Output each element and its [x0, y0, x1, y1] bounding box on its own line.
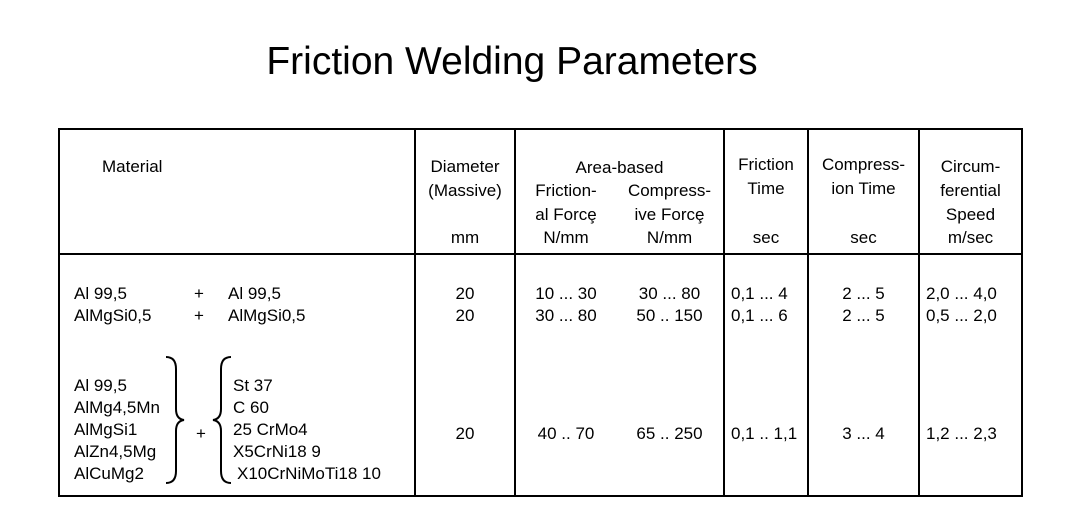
header-friction-time [725, 153, 807, 201]
row-friction-time: 0,1 ... 4 [731, 284, 788, 303]
material-item: X10CrNiMoTi18 10 [237, 464, 381, 483]
header-compression-time-unit: sec [850, 228, 877, 247]
left-brace [211, 355, 233, 485]
material-item: C 60 [233, 398, 269, 417]
header-speed-line3: Speed [945, 205, 996, 224]
header-compress-force-line2: ive Forcȩ [634, 205, 705, 224]
group-right-materials [233, 375, 381, 485]
header-compress-force-unit: N/mm [646, 228, 693, 247]
row-friction-time: 0,1 ... 6 [731, 306, 788, 325]
row-material-2: AlMgSi0,5 [228, 306, 306, 325]
row-material-1: AlMgSi0,5 [74, 306, 152, 325]
right-brace [164, 355, 186, 485]
header-friction-force-line2: al Forcȩ [535, 205, 597, 224]
group-left-materials [74, 375, 160, 485]
header-divider [58, 253, 1023, 255]
header-speed-line2: ferential [940, 181, 1001, 200]
row-friction-force: 30 ... 80 [535, 306, 597, 325]
row-speed: 2,0 ... 4,0 [926, 284, 997, 303]
header-friction-time-unit: sec [752, 228, 780, 247]
header-compression-time [809, 153, 918, 201]
header-material: Material [102, 157, 163, 176]
header-diameter-line2: (Massive) [428, 181, 502, 200]
row-plus: + [194, 306, 204, 325]
header-compress-force [616, 179, 723, 227]
header-friction-force-line1: Friction- [535, 181, 597, 200]
header-friction-time-line1: Friction [738, 155, 794, 174]
header-friction-force-unit: N/mm [543, 228, 589, 247]
row-compress-force: 30 ... 80 [638, 284, 701, 303]
header-area-based: Area-based [575, 158, 664, 177]
row-friction-force: 10 ... 30 [535, 284, 597, 303]
header-compression-time-line1: Compress- [821, 155, 906, 174]
material-item: AlMg4,5Mn [74, 398, 160, 417]
group-compress-force: 65 .. 250 [636, 424, 703, 443]
group-plus: + [196, 424, 206, 443]
material-item: AlMgSi1 [74, 420, 138, 439]
header-speed-line1: Circum- [940, 157, 1001, 176]
header-diameter [416, 155, 514, 203]
row-plus: + [194, 284, 204, 303]
page-title: Friction Welding Parameters [266, 40, 758, 83]
material-item: AlCuMg2 [74, 464, 144, 483]
group-friction-time: 0,1 .. 1,1 [731, 424, 798, 443]
header-speed [920, 155, 1021, 227]
group-friction-force: 40 .. 70 [537, 424, 595, 443]
row-compression-time: 2 ... 5 [842, 306, 885, 325]
material-item: Al 99,5 [74, 376, 127, 395]
row-diameter: 20 [455, 306, 475, 325]
header-diameter-line1: Diameter [430, 157, 500, 176]
header-friction-force [516, 179, 616, 227]
material-item: 25 CrMo4 [233, 420, 308, 439]
row-compression-time: 2 ... 5 [842, 284, 885, 303]
material-item: AlZn4,5Mg [74, 442, 157, 461]
row-diameter: 20 [455, 284, 475, 303]
material-item: St 37 [233, 376, 273, 395]
group-speed: 1,2 ... 2,3 [926, 424, 997, 443]
header-speed-unit: m/sec [947, 228, 994, 247]
header-compression-time-line2: ion Time [831, 179, 896, 198]
row-compress-force: 50 .. 150 [636, 306, 703, 325]
header-friction-time-line2: Time [747, 179, 785, 198]
row-material-2: Al 99,5 [228, 284, 281, 303]
material-item: X5CrNi18 9 [233, 442, 321, 461]
group-compression-time: 3 ... 4 [842, 424, 885, 443]
row-material-1: Al 99,5 [74, 284, 127, 303]
header-compress-force-line1: Compress- [627, 181, 712, 200]
row-speed: 0,5 ... 2,0 [926, 306, 997, 325]
header-diameter-unit: mm [450, 228, 480, 247]
group-diameter: 20 [455, 424, 475, 443]
